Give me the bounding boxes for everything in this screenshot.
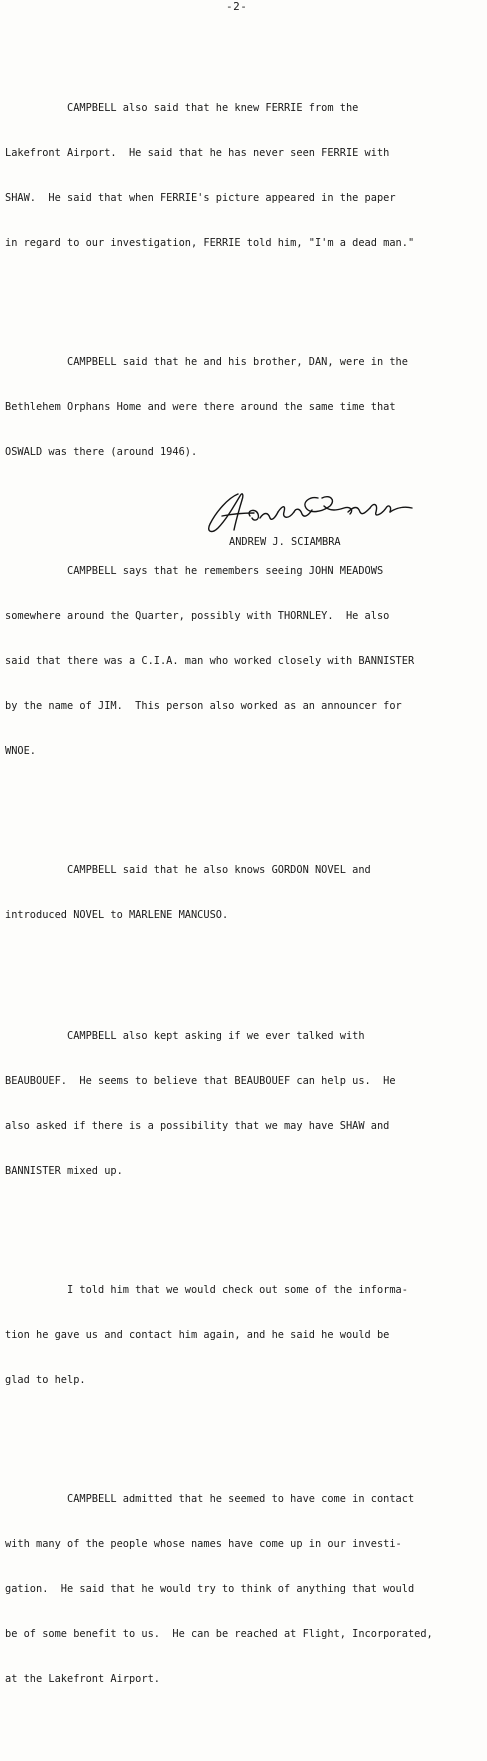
paragraph-follow-up [5, 1253, 483, 1418]
text-line: gation. He said that he would try to think of anything that would [5, 1583, 415, 1595]
memo-body [5, 41, 483, 1761]
paragraph-meadows [5, 534, 483, 789]
paragraph-ferrie [5, 71, 483, 281]
text-line: CAMPBELL also said that he knew FERRIE from the [5, 102, 359, 114]
text-line: CAMPBELL admitted that he seemed to have come in contact [5, 1493, 415, 1505]
text-line: BEAUBOUEF. He seems to believe that BEAUBOUEF can help us. He [5, 1075, 396, 1087]
text-line: at the Lakefront Airport. [5, 1673, 160, 1685]
text-line: WNOE. [5, 745, 36, 757]
text-line: said that there was a C.I.A. man who worked closely with BANNISTER [5, 655, 415, 667]
text-line: with many of the people whose names have come up in our investi- [5, 1538, 402, 1550]
text-line: CAMPBELL also kept asking if we ever talked with [5, 1030, 365, 1042]
page-number: -2- [226, 0, 248, 13]
signer-name: ANDREW J. SCIAMBRA [229, 536, 341, 548]
paragraph-orphans-home [5, 325, 483, 490]
text-line: somewhere around the Quarter, possibly with THORNLEY. He also [5, 610, 390, 622]
text-line: by the name of JIM. This person also worked as an announcer for [5, 700, 402, 712]
text-line: CAMPBELL said that he also knows GORDON NOVEL and [5, 864, 371, 876]
text-line: Lakefront Airport. He said that he has never seen FERRIE with [5, 147, 390, 159]
text-line: in regard to our investigation, FERRIE told him, "I'm a dead man." [5, 237, 415, 249]
text-line: CAMPBELL said that he and his brother, DAN, were in the [5, 356, 408, 368]
text-line: OSWALD was there (around 1946). [5, 446, 198, 458]
text-line: SHAW. He said that when FERRIE's picture appeared in the paper [5, 192, 396, 204]
paragraph-contact [5, 1462, 483, 1717]
text-line: also asked if there is a possibility that we may have SHAW and [5, 1120, 390, 1132]
signature-block [198, 486, 428, 552]
paragraph-novel [5, 833, 483, 953]
text-line: introduced NOVEL to MARLENE MANCUSO. [5, 909, 229, 921]
handwritten-signature [198, 486, 428, 538]
text-line: BANNISTER mixed up. [5, 1165, 123, 1177]
text-line: I told him that we would check out some of the informa- [5, 1284, 408, 1296]
text-line: be of some benefit to us. He can be reached at Flight, Incorporated, [5, 1628, 433, 1640]
text-line: tion he gave us and contact him again, and he said he would be [5, 1329, 390, 1341]
text-line: glad to help. [5, 1374, 86, 1386]
text-line: CAMPBELL says that he remembers seeing JOHN MEADOWS [5, 565, 384, 577]
paragraph-beaubouef [5, 999, 483, 1209]
text-line: Bethlehem Orphans Home and were there around the same time that [5, 401, 396, 413]
